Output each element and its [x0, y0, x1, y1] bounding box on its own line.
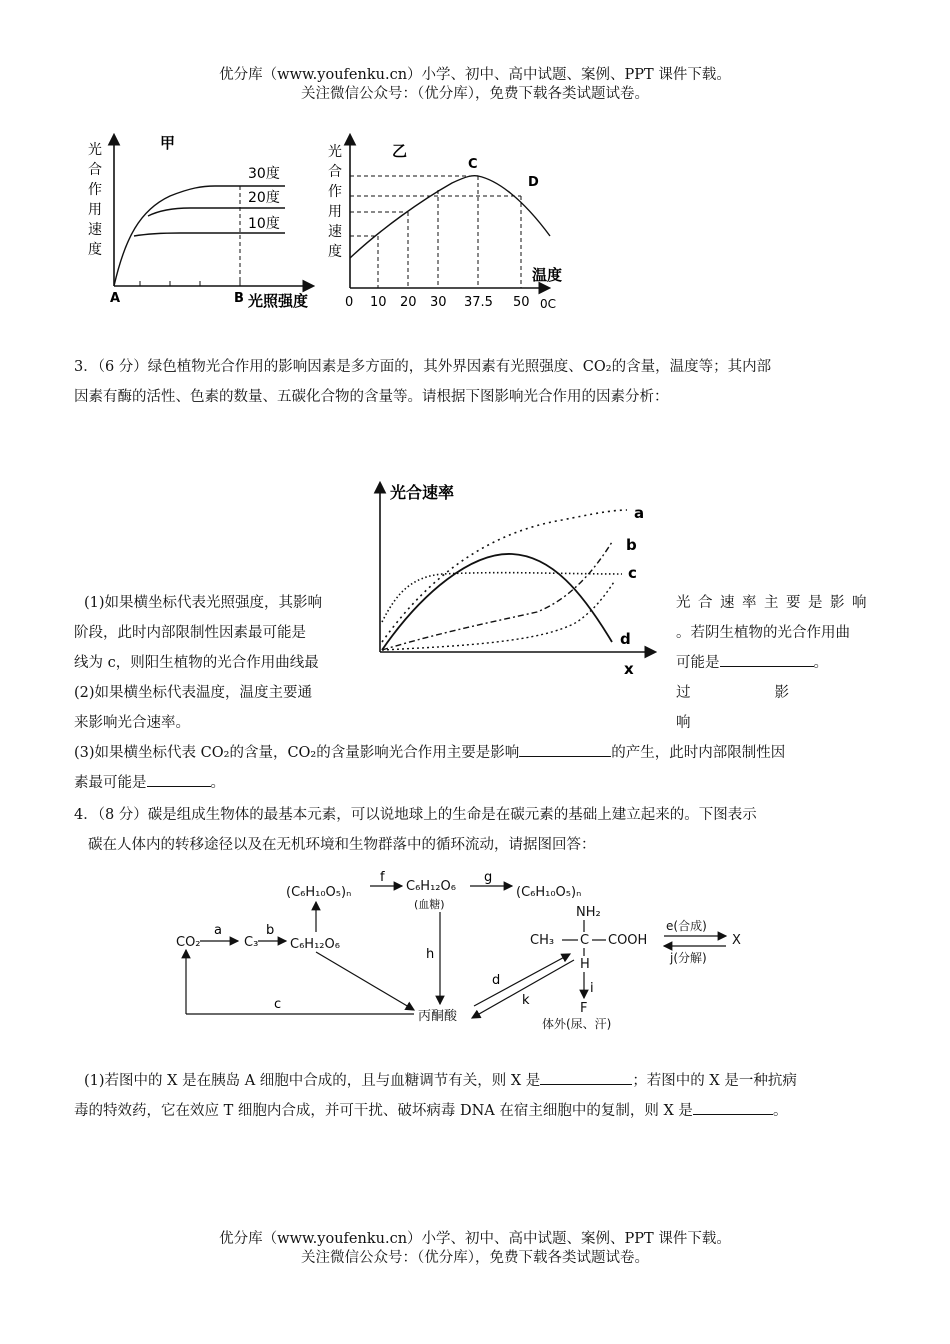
q3-s1c-right: [676, 648, 878, 678]
q4-blank-glucagon[interactable]: [540, 1068, 632, 1085]
arrow-label-g: g: [484, 870, 493, 885]
jia-ylabel-char: 速: [88, 222, 102, 238]
arrow-label-h: h: [426, 947, 435, 962]
yi-ylabel-char: 用: [328, 204, 342, 220]
jia-label-30: 30度: [248, 166, 280, 182]
arrow-label-d: d: [492, 973, 501, 988]
arrow-label-c: c: [274, 997, 282, 1012]
yi-ylabel-char: 度: [328, 244, 342, 260]
jia-ylabel-char: 度: [88, 242, 102, 258]
header-line-2: 关注微信公众号：（优分库），免费下载各类试题试卷。: [301, 86, 649, 102]
node-outside: 体外(尿、汗): [542, 1017, 612, 1031]
q4-blank-interferon[interactable]: [693, 1098, 773, 1115]
node-nh2: NH₂: [576, 905, 601, 920]
q3-s1b-right: 。若阴生植物的光合作用曲: [676, 625, 850, 641]
footer-line-2: 关注微信公众号：（优分库），免费下载各类试题试卷。: [301, 1250, 649, 1266]
rate-curve-a: [382, 510, 627, 642]
yi-ylabel-char: 光: [328, 144, 342, 160]
arrow-label-b: b: [266, 923, 275, 938]
q3-s2-left: (2)如果横坐标代表温度，温度主要通: [74, 685, 313, 701]
q3-s3c-b: 。: [210, 775, 225, 791]
q3-s2-right: 过影响: [676, 685, 873, 731]
q4-intro: [74, 800, 878, 860]
node-co2: CO₂: [176, 935, 201, 950]
node-h: H: [580, 957, 590, 972]
node-c3: C₃: [244, 935, 259, 950]
q3-blank-co2-product[interactable]: [519, 740, 611, 757]
jia-ylabel-char: 光: [88, 142, 102, 158]
q3-continued: [74, 708, 878, 798]
rate-curve-d: [382, 554, 612, 650]
q4-s1-line-1: [74, 1066, 884, 1096]
q4-s1: [74, 1066, 884, 1126]
yi-point-c: C: [468, 157, 478, 172]
carbon-pathway-diagram: [170, 868, 780, 1038]
jia-curve-10: [134, 233, 285, 236]
rate-label-a: a: [634, 504, 645, 522]
q4-s1c-a: 毒的特效药，它在效应 T 细胞内合成，并可干扰、破坏病毒 DNA 在宿主细胞中的复制，则 X 是: [74, 1103, 693, 1119]
yi-tick: 0: [345, 295, 354, 310]
rate-xlabel: x: [624, 660, 634, 678]
node-glucose-top: C₆H₁₂O₆: [406, 879, 456, 894]
yi-tick: 30: [430, 295, 447, 310]
header-line-1: 优分库（www.youfenku.cn）小学、初中、高中试题、案例、PPT 课件下载。: [219, 67, 731, 83]
rate-label-b: b: [626, 536, 637, 554]
node-c: C: [580, 933, 590, 948]
node-x: X: [732, 933, 741, 948]
rate-curve-c: [382, 573, 622, 622]
jia-ylabel-char: 用: [88, 202, 102, 218]
yi-title: 乙: [392, 142, 408, 160]
figure-jia: [80, 128, 325, 313]
q3-s3-b: 的产生，此时内部限制性因: [611, 745, 786, 761]
q3-blank-sun-curve[interactable]: [720, 650, 814, 667]
q3-s3: [74, 738, 878, 768]
yi-point-d: D: [528, 175, 539, 190]
node-pyruvate: 丙酮酸: [418, 1009, 458, 1024]
q3-s3-a: (3)如果横坐标代表 CO₂的含量，CO₂的含量影响光合作用主要是影响: [74, 745, 520, 761]
q3-s2b: 来影响光合速率。: [74, 715, 190, 731]
jia-ylabel-char: 合: [88, 162, 102, 178]
q4-intro-line-1: 4．（8 分）碳是组成生物体的最基本元素，可以说地球上的生命是在碳元素的基础上建立起来的。下图表示: [74, 807, 757, 823]
arrow-glucose-to-pyruvate: [316, 952, 414, 1010]
yi-tick: 50: [513, 295, 530, 310]
jia-title: 甲: [160, 134, 176, 152]
jia-ylabel-char: 作: [88, 182, 102, 198]
yi-xlabel: 温度: [532, 266, 563, 284]
node-cooh: COOH: [608, 933, 648, 948]
arrow-label-f: f: [380, 870, 385, 885]
q4-intro-line-2: 碳在人体内的转移途径以及在无机环境和生物群落中的循环流动，请据图回答：: [88, 837, 596, 853]
q3-intro-line-1: 3．（6 分）绿色植物光合作用的影响因素是多方面的，其外界因素有光照强度、CO₂的含量，温度等；其内部: [74, 359, 772, 375]
node-poly-right: (C₆H₁₀O₅)ₙ: [516, 885, 582, 900]
page-header: [0, 66, 950, 104]
q4-s1-a: (1)若图中的 X 是在胰岛 A 细胞中合成的，且与血糖调节有关，则 X 是: [84, 1073, 541, 1089]
rate-curve-d-dotted: [382, 582, 614, 650]
jia-label-10: 10度: [248, 216, 280, 232]
arrow-k: [472, 960, 574, 1018]
q3-s1c-right-a: 可能是: [676, 655, 720, 671]
figure-photosynthesis-rate: [362, 472, 674, 687]
node-glucose: C₆H₁₂O₆: [290, 937, 340, 952]
q3-intro: [74, 352, 878, 412]
arrow-label-k: k: [522, 993, 530, 1008]
yi-tick: 10: [370, 295, 387, 310]
page-footer: [0, 1230, 950, 1268]
node-f: F: [580, 1001, 588, 1016]
label-e-synthesis: e(合成): [666, 919, 707, 933]
q4-s1c-b: 。: [772, 1103, 788, 1119]
q3-s1-right: 光合速率主要是影响: [676, 595, 874, 611]
q3-s3c-a: 素最可能是: [74, 775, 147, 791]
yi-xunit: 0C: [540, 297, 557, 311]
jia-ylabel: [88, 141, 102, 258]
rate-ylabel: 光合速率: [390, 483, 455, 502]
jia-label-20: 20度: [248, 190, 280, 206]
rate-label-c: c: [628, 564, 637, 582]
yi-curve: [350, 176, 550, 258]
figure-yi: [322, 128, 572, 318]
arrow-label-a: a: [214, 923, 222, 938]
q3-s1c-left: 线为 c，则阳生植物的光合作用曲线最: [74, 655, 319, 671]
jia-xlabel: 光照强度: [248, 292, 309, 310]
yi-ylabel-char: 合: [328, 164, 342, 180]
jia-point-b: B: [234, 291, 244, 306]
jia-curve-20: [148, 208, 285, 216]
q3-blank-internal-factor[interactable]: [147, 770, 211, 787]
q4-s1-b: ；若图中的 X 是一种抗病: [632, 1073, 797, 1089]
q4-s1-line-2: [74, 1096, 884, 1126]
q3-s1c-right-b: 。: [813, 655, 828, 671]
label-j-decompose: j(分解): [670, 951, 707, 965]
yi-tick: 20: [400, 295, 417, 310]
q3-s1b-left: 阶段，此时内部限制性因素最可能是: [74, 625, 306, 641]
node-ch3: CH₃: [530, 933, 555, 948]
q3-intro-line-2: 因素有酶的活性、色素的数量、五碳化合物的含量等。请根据下图影响光合作用的因素分析：: [74, 389, 669, 405]
node-blood-sugar: (血糖): [414, 898, 445, 911]
rate-curve-b: [382, 542, 612, 650]
yi-ylabel-char: 作: [328, 184, 342, 200]
yi-ticks: [345, 295, 530, 310]
yi-ylabel-char: 速: [328, 224, 342, 240]
q3-s1-left: (1)如果横坐标代表光照强度，其影响: [84, 595, 323, 611]
yi-tick: 37.5: [464, 295, 493, 310]
node-poly-left: (C₆H₁₀O₅)ₙ: [286, 885, 352, 900]
q3-left-column: [74, 588, 358, 708]
jia-point-a: A: [110, 291, 121, 306]
rate-label-d: d: [620, 630, 631, 648]
footer-line-1: 优分库（www.youfenku.cn）小学、初中、高中试题、案例、PPT 课件下载。: [219, 1231, 731, 1247]
arrow-label-i: i: [590, 981, 594, 996]
q3-s3c: [74, 768, 878, 798]
